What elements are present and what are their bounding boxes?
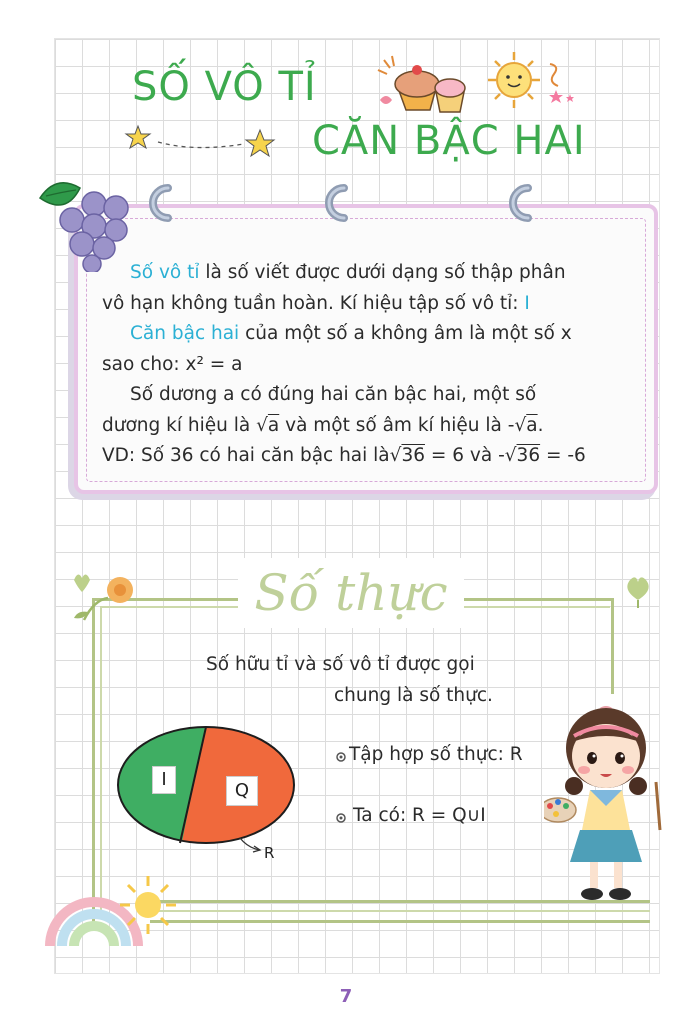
definition-line (102, 411, 652, 442)
definition-text-span: dương kí hiệu là (102, 414, 257, 436)
definition-text-span: sao cho: x² = a (102, 353, 243, 375)
binder-ring-icon (500, 180, 540, 230)
irrational-set-symbol: I (524, 292, 530, 314)
bullet-union: Ta có: R = Q∪I (353, 805, 486, 826)
definition-text (102, 258, 652, 472)
page-title-line1: SỐ VÔ TỈ (132, 64, 317, 110)
venn-label-irrational: I (152, 766, 176, 794)
definition-text-span: và một số âm kí hiệu là - (279, 414, 515, 436)
bullet-flower-icon (335, 751, 347, 763)
section-frame-bottom-3 (150, 920, 650, 923)
definition-line (102, 380, 652, 411)
root-sign: √ (514, 414, 527, 436)
definition-text-span: = -6 (540, 445, 586, 466)
page-title-line2: CĂN BẬC HAI (312, 118, 586, 164)
definition-line (102, 258, 652, 289)
root-sign: √ (504, 445, 517, 466)
real-numbers-intro-line1: Số hữu tỉ và số vô tỉ được gọi (206, 654, 475, 675)
radicand: a (526, 414, 538, 436)
venn-label-real: R (264, 844, 275, 862)
binder-ring-icon (140, 180, 180, 230)
radicand: 36 (401, 445, 425, 466)
rainbow-sun-icon (40, 846, 180, 950)
flower-sprout-icon (64, 560, 154, 630)
cupcake-icon (376, 52, 472, 114)
definition-text-span: = 6 và - (424, 445, 505, 466)
definition-text-span: của một số a không âm là một số x (239, 323, 572, 344)
root-sign: √ (256, 414, 268, 436)
definition-text-span: Số dương a có đúng hai căn bậc hai, một số (130, 384, 537, 405)
definition-line (102, 289, 652, 320)
radicand: a (267, 414, 280, 436)
example-line (102, 441, 652, 472)
root-sign: √ (389, 445, 402, 466)
radicand: 36 (516, 445, 541, 466)
term-irrational: Số vô tỉ (130, 262, 200, 283)
bullet-real-set: Tập hợp số thực: R (349, 744, 523, 765)
real-numbers-intro-line2: chung là số thực. (334, 685, 493, 706)
definition-text-span: vô hạn không tuần hoàn. Kí hiệu tập số vô tỉ: (102, 292, 525, 314)
binder-ring-icon (316, 180, 356, 230)
definition-text-span: . (537, 414, 544, 436)
term-square-root: Căn bậc hai (130, 323, 240, 344)
stars-dashed-decoration (124, 122, 284, 166)
real-numbers-set-diagram (114, 722, 304, 864)
section-frame-bottom-2 (150, 910, 650, 912)
section-title-real-numbers: Số thực (238, 558, 464, 628)
section-frame-right (611, 598, 614, 694)
girl-painter-illustration (544, 690, 670, 908)
heart-leaf-icon (620, 570, 656, 610)
bullet-flower-icon (335, 812, 347, 824)
sun-face-icon (484, 50, 580, 110)
definition-line (102, 350, 652, 381)
definition-text-span: VD: Số 36 có hai căn bậc hai là (102, 445, 390, 466)
definition-line (102, 319, 652, 350)
page-number: 7 (339, 986, 353, 1007)
definition-text-span: là số viết được dưới dạng số thập phân (199, 262, 566, 283)
venn-label-rational: Q (226, 776, 258, 806)
